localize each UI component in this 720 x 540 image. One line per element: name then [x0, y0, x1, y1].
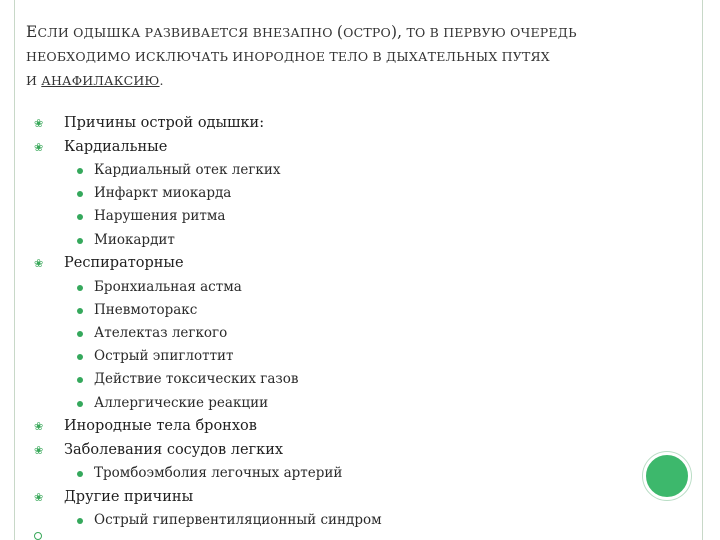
bullet-icon: ❀: [34, 140, 44, 154]
list-item: [34, 488, 194, 505]
bullet-icon: ❀: [34, 420, 44, 434]
sub-list-item: [94, 512, 382, 528]
list-item: [34, 115, 265, 131]
title-line-1: [26, 20, 696, 45]
green-circle-icon: [643, 452, 691, 500]
sub-list-item: [94, 279, 242, 295]
list-item-text: Респираторные: [64, 255, 184, 272]
sub-list-item: [94, 185, 231, 201]
title-cap-2: (: [336, 23, 344, 41]
sub-list-item: [94, 232, 175, 248]
list-item: [34, 138, 168, 155]
title-line-3: [26, 69, 696, 93]
list-item-text: Кардиальный отек легких: [94, 162, 281, 178]
sub-list-item: [94, 465, 342, 481]
title-part-3: ТО В ПЕРВУЮ ОЧЕРЕДЬ: [402, 25, 577, 40]
list-item: [34, 418, 257, 435]
list-item-text: Кардиальные: [64, 138, 168, 155]
sub-list-item: [94, 208, 225, 224]
list-item-text: Другие причины: [64, 488, 194, 505]
anaphylaxis-link: АНАФИЛАКСИЮ: [41, 73, 160, 88]
list-item-text: Нарушения ритма: [94, 208, 226, 225]
list-item-text: Действие токсических газов: [94, 371, 299, 388]
dot-bullet-icon: [77, 168, 83, 174]
bullet-icon: ❀: [34, 443, 44, 457]
sub-list-item: [94, 348, 234, 364]
dot-bullet-icon: [77, 331, 83, 337]
list-item-text: Инфаркт миокарда: [94, 185, 232, 202]
sub-list-item: [94, 371, 299, 387]
slide-title: [26, 20, 696, 93]
title-part-1: СЛИ ОДЫШКА РАЗВИВАЕТСЯ ВНЕЗАПНО: [37, 25, 337, 40]
list-item-text: Инородные тела бронхов: [64, 418, 257, 435]
dot-bullet-icon: [77, 238, 83, 244]
list-item: [34, 441, 284, 458]
bullet-icon: ❀: [34, 490, 44, 504]
sub-list-item: [94, 162, 280, 178]
list-item-text: Ателектаз легкого: [94, 325, 228, 341]
list-item-text: Аллергические реакции: [94, 394, 269, 411]
title-part-2: ОСТРО: [343, 25, 391, 40]
title-cap-1: Е: [26, 23, 38, 41]
sub-list-item: [94, 395, 268, 411]
list-item-text: Острый эпиглоттит: [94, 348, 234, 365]
bullet-icon: [34, 532, 42, 540]
list-item-text: Миокардит: [94, 231, 175, 248]
bullet-icon: ❀: [34, 257, 44, 271]
list-item-text: Бронхиальная астма: [94, 278, 242, 295]
list-item-text: Острый гипервентиляционный синдром: [94, 512, 382, 529]
list-item-text: Тромбоэмболия легочных артерий: [94, 465, 343, 482]
dot-bullet-icon: [77, 401, 83, 407]
dot-bullet-icon: [77, 285, 83, 291]
list-item-text: Пневмоторакс: [94, 301, 198, 318]
list-item-text: Заболевания сосудов легких: [64, 441, 284, 458]
title-line-3-suffix: .: [159, 73, 164, 88]
title-cap-3: ),: [390, 23, 403, 41]
dot-bullet-icon: [77, 308, 83, 314]
sub-list-item: [94, 325, 227, 341]
list-item-text: Причины острой одышки:: [64, 115, 265, 131]
sub-list-item: [94, 302, 197, 318]
title-line-2: НЕОБХОДИМО ИСКЛЮЧАТЬ ИНОРОДНОЕ ТЕЛО В ДЫХАТЕЛЬНЫХ ПУТЯХ: [26, 49, 550, 64]
title-line-3-prefix: И: [26, 73, 42, 88]
bullet-icon: ❀: [34, 117, 44, 130]
list-item: [34, 255, 184, 272]
